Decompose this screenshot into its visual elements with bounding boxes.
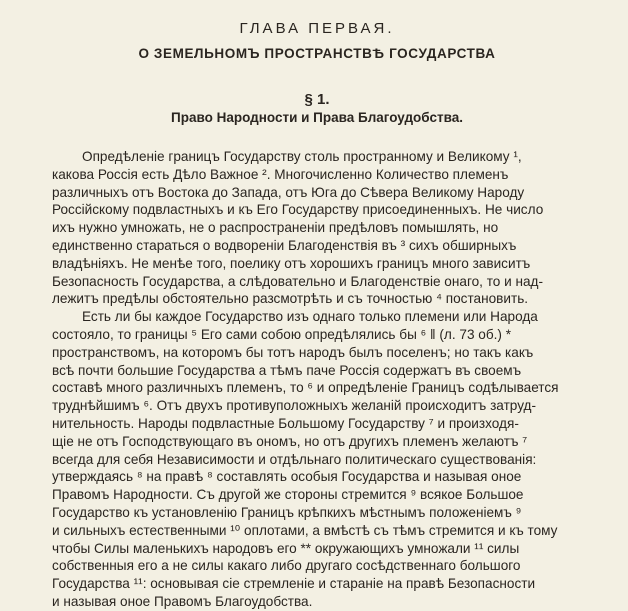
paragraph-line: утверждаясь ⁸ на правѣ ⁸ составлять особыя Государства и называя оное xyxy=(52,469,522,485)
chapter-subtitle: О ЗЕМЕЛЬНОМЪ ПРОСТРАНСТВѢ ГОСУДАРСТВА xyxy=(138,46,496,61)
paragraph-line: нительность. Народы подвластные Большому Государству ⁷ и произходя- xyxy=(52,415,519,431)
paragraph-line: и называя оное Правомъ Благоудобства. xyxy=(52,593,313,609)
paragraph-line: труднѣйшимъ ⁶. Отъ двухъ противуположныхъ желаній происходитъ затруд- xyxy=(52,398,537,414)
paragraph-line: единственно стараться о водвореніи Благоденствія въ ³ сихъ обширныхъ xyxy=(52,237,517,253)
paragraph-2 xyxy=(52,308,582,611)
section-mark: § 1. xyxy=(304,91,330,108)
paragraph-line: лежитъ предѣлы обстоятельно разсмотрѣть и съ точностью ⁴ постановить. xyxy=(52,291,529,307)
paragraph-line: Государство къ установленію Границъ крѣпкихъ мѣстнымъ положеніемъ ⁹ xyxy=(52,504,522,520)
paragraph-line: и сильныхъ естественными ¹⁰ оплотами, а вмѣстѣ съ тѣмъ стремится и къ тому xyxy=(52,522,558,538)
paragraph-line: Есть ли бы каждое Государство изъ однаго только племени или Народа xyxy=(82,309,538,325)
paragraph-line: состояло, то границы ⁵ Его сами собою опредѣлялись бы ⁶ ‖ (л. 73 об.) * xyxy=(52,326,512,342)
paragraph-line: владѣніяхъ. Не менѣе того, поелику отъ хорошихъ границъ много зависитъ xyxy=(52,255,531,271)
paragraph-line: всегда для себя Независимости и отдѣльнаго политическаго существованія: xyxy=(52,451,537,467)
paragraph-line: различныхъ отъ Востока до Запада, отъ Юга до Сѣвера Великому Народу xyxy=(52,184,525,200)
paragraph-line: ихъ нужно умножать, не о распространеніи предѣловъ помышлять, но xyxy=(52,220,499,236)
paragraph-line: Россійскому подвластныхъ и къ Его Государству присоединенныхъ. Не число xyxy=(52,202,544,218)
paragraph-line: Опредѣленіе границъ Государству столь пространному и Великому ¹, xyxy=(82,149,522,164)
paragraph-line: щіе не отъ Господствующаго въ ономъ, но отъ другихъ племенъ желаютъ ⁷ xyxy=(52,433,528,449)
paragraph-line: собственныя его а не силы какаго либо другаго сосѣдственнаго большого xyxy=(52,558,521,574)
paragraph-line: чтобы Силы маленькихъ народовъ его ** окружающихъ умножали ¹¹ силы xyxy=(52,540,520,556)
paragraph-line: всѣ почти большие Государства а тѣмъ паче Россія содержатъ въ своемъ xyxy=(52,362,522,378)
chapter-title: ГЛАВА ПЕРВАЯ. xyxy=(239,20,395,37)
paragraph-line: Правомъ Народности. Съ другой же стороны стремится ⁹ всякое Большое xyxy=(52,487,524,503)
paragraph-line: составѣ много различныхъ племенъ, то ⁶ и опредѣленіе Границъ содѣлывается xyxy=(52,380,559,396)
paragraph-line: какова Россія есть Дѣло Важное ². Многочисленно Количество племенъ xyxy=(52,166,509,182)
paragraph-line: Безопасность Государства, а слѣдовательно и Благоденствіе онаго, то и над- xyxy=(52,273,544,289)
paragraph-1 xyxy=(52,148,582,308)
section-title: Право Народности и Права Благоудобства. xyxy=(171,110,463,125)
paragraph-line: пространствомъ, на которомъ бы тотъ народъ былъ поселенъ; но такъ какъ xyxy=(52,344,534,360)
paragraph-line: Государства ¹¹: основывая сіе стремленіе и стараніе на правѣ Безопасности xyxy=(52,576,536,592)
